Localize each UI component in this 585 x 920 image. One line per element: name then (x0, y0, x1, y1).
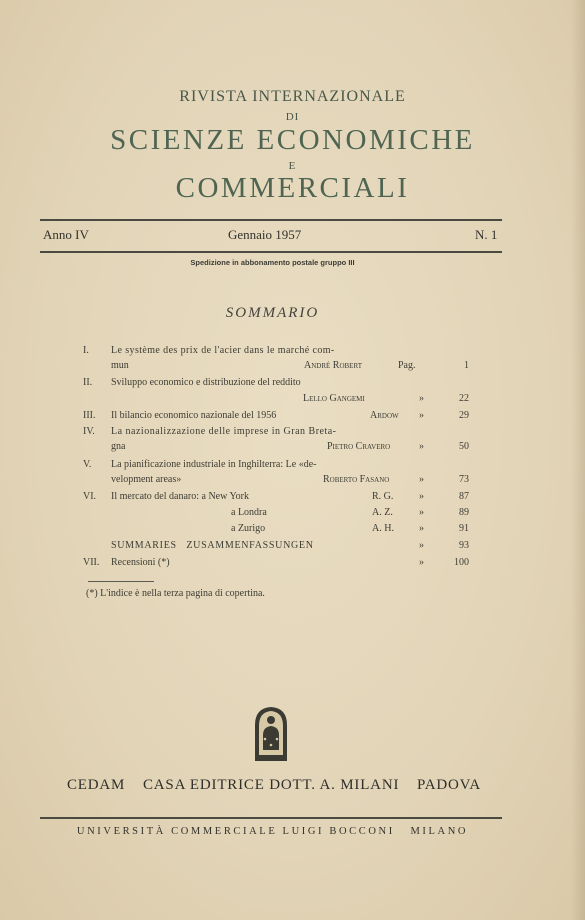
publisher-name: CEDAM (67, 777, 126, 793)
issue-year: Anno IV (43, 227, 89, 242)
toc-entry-page: 100 (454, 557, 469, 568)
masthead-title-scienze: SCIENZE ECONOMICHE (110, 124, 475, 156)
toc-entry-author: R. G. (372, 491, 394, 502)
toc-entry-page: 29 (459, 410, 469, 421)
toc-entry-separator: » (419, 507, 424, 518)
toc-entry-page: 22 (459, 393, 469, 404)
toc-entry-author: Roberto Fasano (323, 474, 390, 485)
university-footer: UNIVERSITÀ COMMERCIALE LUIGI BOCCONI MILANO (76, 826, 469, 837)
masthead-title-commerciali: COMMERCIALI (175, 172, 410, 204)
toc-entry-page: 87 (459, 491, 469, 502)
toc-entry-page: 1 (464, 360, 469, 371)
toc-entry-author: Ardow (370, 410, 399, 421)
toc-entry-separator: » (419, 491, 424, 502)
toc-entry-title: Recensioni (*) (111, 557, 170, 568)
toc-entry-title: La nazionalizzazione delle imprese in Gran Breta- (111, 426, 337, 437)
toc-entry-title: SUMMARIES ZUSAMMENFASSUNGEN (111, 540, 314, 551)
issue-date: Gennaio 1957 (228, 227, 302, 242)
toc-entry-separator: » (419, 557, 424, 568)
sommario-heading: SOMMARIO (225, 305, 320, 321)
toc-entry-author: A. H. (372, 523, 394, 534)
toc-entry-separator: » (419, 474, 424, 485)
footnote: (*) L'indice è nella terza pagina di copertina. (86, 588, 265, 599)
toc-entry-page: 50 (459, 441, 469, 452)
toc-entry-title-cont: mun (111, 360, 129, 371)
toc-entry-separator: » (419, 410, 424, 421)
toc-entry-number: V. (83, 459, 92, 470)
toc-entry-page: 73 (459, 474, 469, 485)
masthead-line-di: DI (285, 111, 300, 123)
publisher-emblem-icon (251, 705, 291, 763)
toc-entry-number: VI. (83, 491, 97, 502)
publisher-city: PADOVA (417, 777, 481, 793)
toc-entry-number: I. (83, 345, 89, 356)
note-divider (88, 581, 154, 582)
toc-entry-number: II. (83, 377, 93, 388)
toc-entry-title: Le système des prix de l'acier dans le marché com- (111, 345, 335, 356)
toc-entry-separator: » (419, 441, 424, 452)
toc-entry-pag-label: Pag. (398, 360, 416, 371)
masthead-line-e: E (288, 160, 297, 172)
toc-entry-title: La pianificazione industriale in Inghilterra: Le «de- (111, 459, 317, 470)
toc-entry-separator: » (419, 523, 424, 534)
toc-entry-author: André Robert (304, 360, 362, 371)
header-bottom-rule (40, 251, 502, 253)
masthead-line-rivista: RIVISTA INTERNAZIONALE (179, 88, 406, 105)
publisher-house: CASA EDITRICE DOTT. A. MILANI (143, 777, 400, 793)
toc-entry-title: Sviluppo economico e distribuzione del reddito (111, 377, 301, 388)
toc-entry-author: Lello Gangemi (303, 393, 365, 404)
toc-entry-number: IV. (83, 426, 95, 437)
toc-entry-number: VII. (83, 557, 100, 568)
toc-entry-page: 89 (459, 507, 469, 518)
toc-entry-separator: » (419, 540, 424, 551)
header-top-rule (40, 219, 502, 221)
toc-entry-title-cont: gna (111, 441, 126, 452)
toc-entry-author: A. Z. (372, 507, 393, 518)
toc-entry-author: Pietro Cravero (327, 441, 391, 452)
toc-entry-page: 93 (459, 540, 469, 551)
toc-entry-title: Il bilancio economico nazionale del 1956 (111, 410, 277, 421)
toc-entry-title-cont: velopment areas» (111, 474, 182, 485)
toc-entry-page: 91 (459, 523, 469, 534)
toc-entry-number: III. (83, 410, 96, 421)
toc-entry-title: Il mercato del danaro: a New York (111, 491, 250, 502)
postal-note: Spedizione in abbonamento postale gruppo III (190, 258, 355, 267)
toc-entry-title: a Londra (231, 507, 267, 518)
issue-number: N. 1 (475, 227, 498, 242)
toc-entry-separator: » (419, 393, 424, 404)
toc-entry-title: a Zurigo (231, 523, 266, 534)
footer-rule (40, 817, 502, 819)
